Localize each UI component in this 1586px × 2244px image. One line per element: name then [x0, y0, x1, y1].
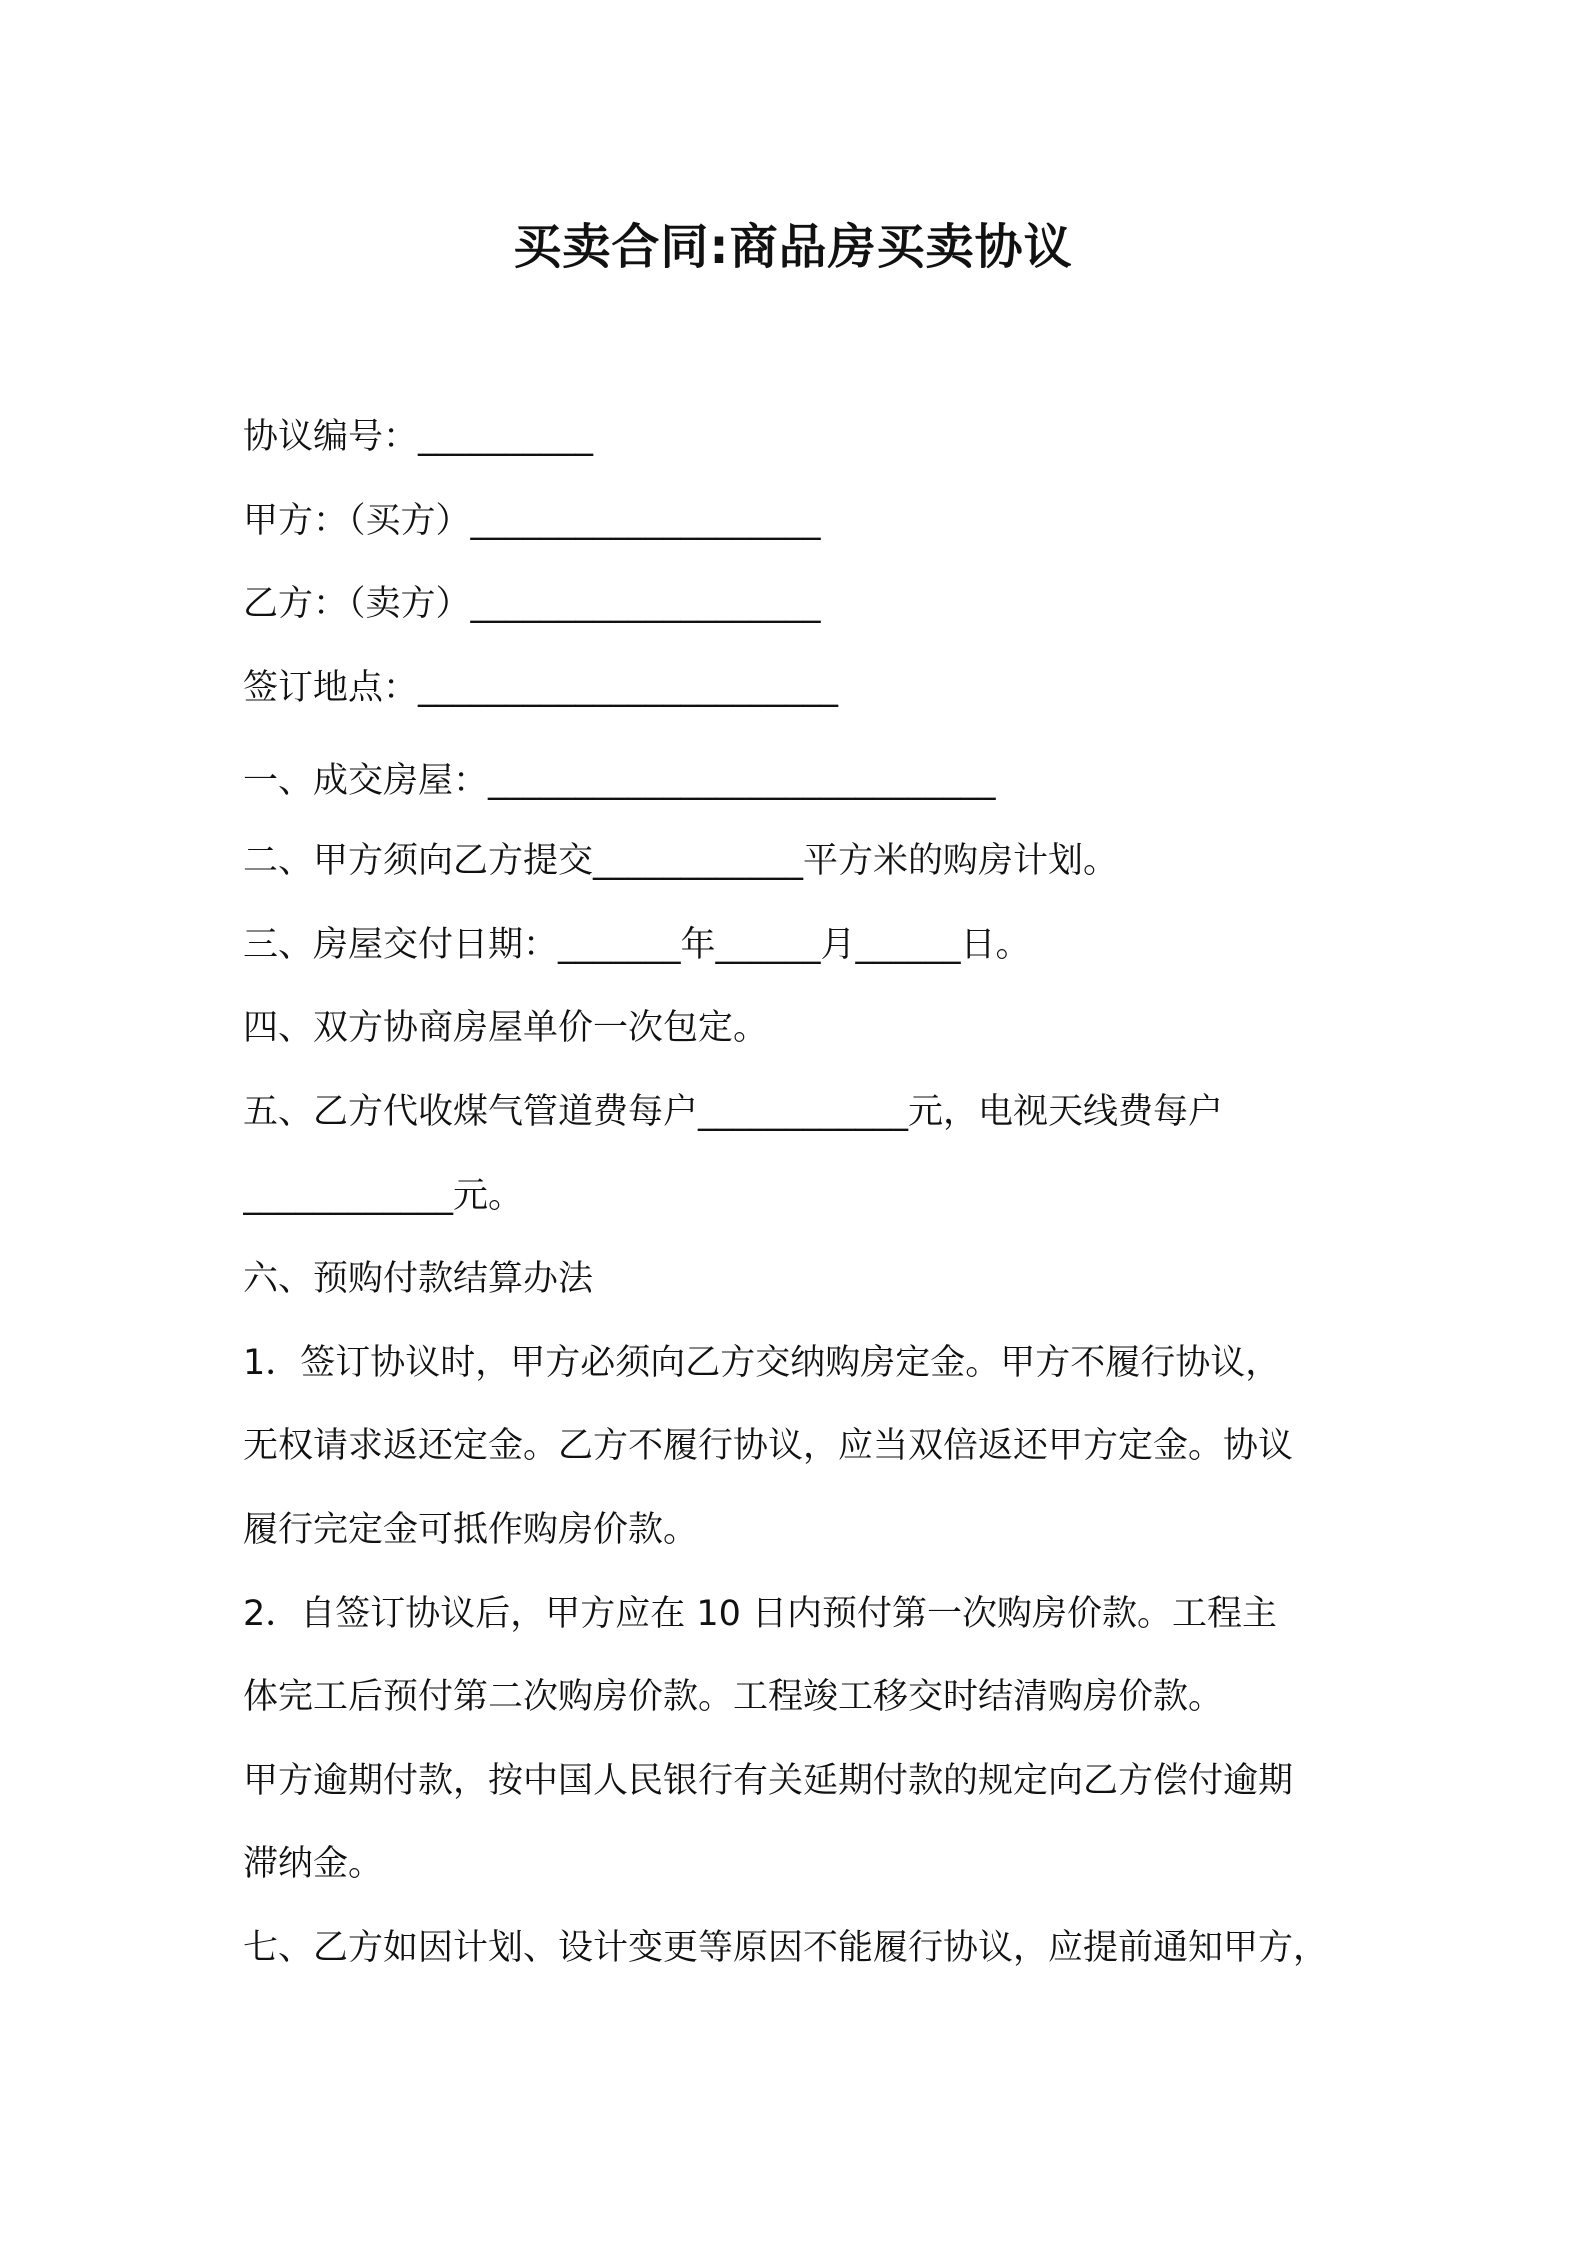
agreement-number-line: 协议编号：__________: [243, 417, 594, 457]
party-a-buyer-line: 甲方：（买方）____________________: [243, 501, 821, 541]
clause-6-item-1-line-1: 1．签订协议时，甲方必须向乙方交纳购房定金。甲方不履行协议，: [243, 1343, 1281, 1383]
clause-6-item-1-line-3: 履行完定金可抵作购房价款。: [243, 1510, 699, 1550]
clause-3-delivery-date: 三、房屋交付日期：_______年______月______日。: [243, 925, 1031, 965]
clause-2-area-plan: 二、甲方须向乙方提交____________平方米的购房计划。: [243, 841, 1119, 881]
clause-1-property: 一、成交房屋：_____________________________: [243, 761, 996, 801]
clause-7-line-1: 七、乙方如因计划、设计变更等原因不能履行协议，应提前通知甲方，: [243, 1928, 1329, 1968]
clause-6-item-1-line-2: 无权请求返还定金。乙方不履行协议，应当双倍返还甲方定金。协议: [243, 1426, 1294, 1466]
clause-6-item-2-line-1: 2．自签订协议后，甲方应在 10 日内预付第一次购房价款。工程主: [243, 1594, 1278, 1634]
clause-5-fees-line-1: 五、乙方代收煤气管道费每户____________元，电视天线费每户: [243, 1092, 1224, 1132]
document-title: 买卖合同:商品房买卖协议: [513, 219, 1073, 275]
clause-6-heading: 六、预购付款结算办法: [243, 1259, 594, 1299]
clause-6-item-2-line-2: 体完工后预付第二次购房价款。工程竣工移交时结清购房价款。: [243, 1677, 1224, 1717]
clause-6-item-2-line-3: 甲方逾期付款，按中国人民银行有关延期付款的规定向乙方偿付逾期: [243, 1761, 1294, 1801]
clause-6-item-2-line-4: 滞纳金。: [243, 1844, 384, 1884]
clause-5-fees-line-2: ____________元。: [243, 1176, 524, 1216]
signing-place-line: 签订地点：________________________: [243, 668, 839, 708]
party-b-seller-line: 乙方：（卖方）____________________: [243, 584, 821, 624]
clause-4-unit-price: 四、双方协商房屋单价一次包定。: [243, 1008, 769, 1048]
